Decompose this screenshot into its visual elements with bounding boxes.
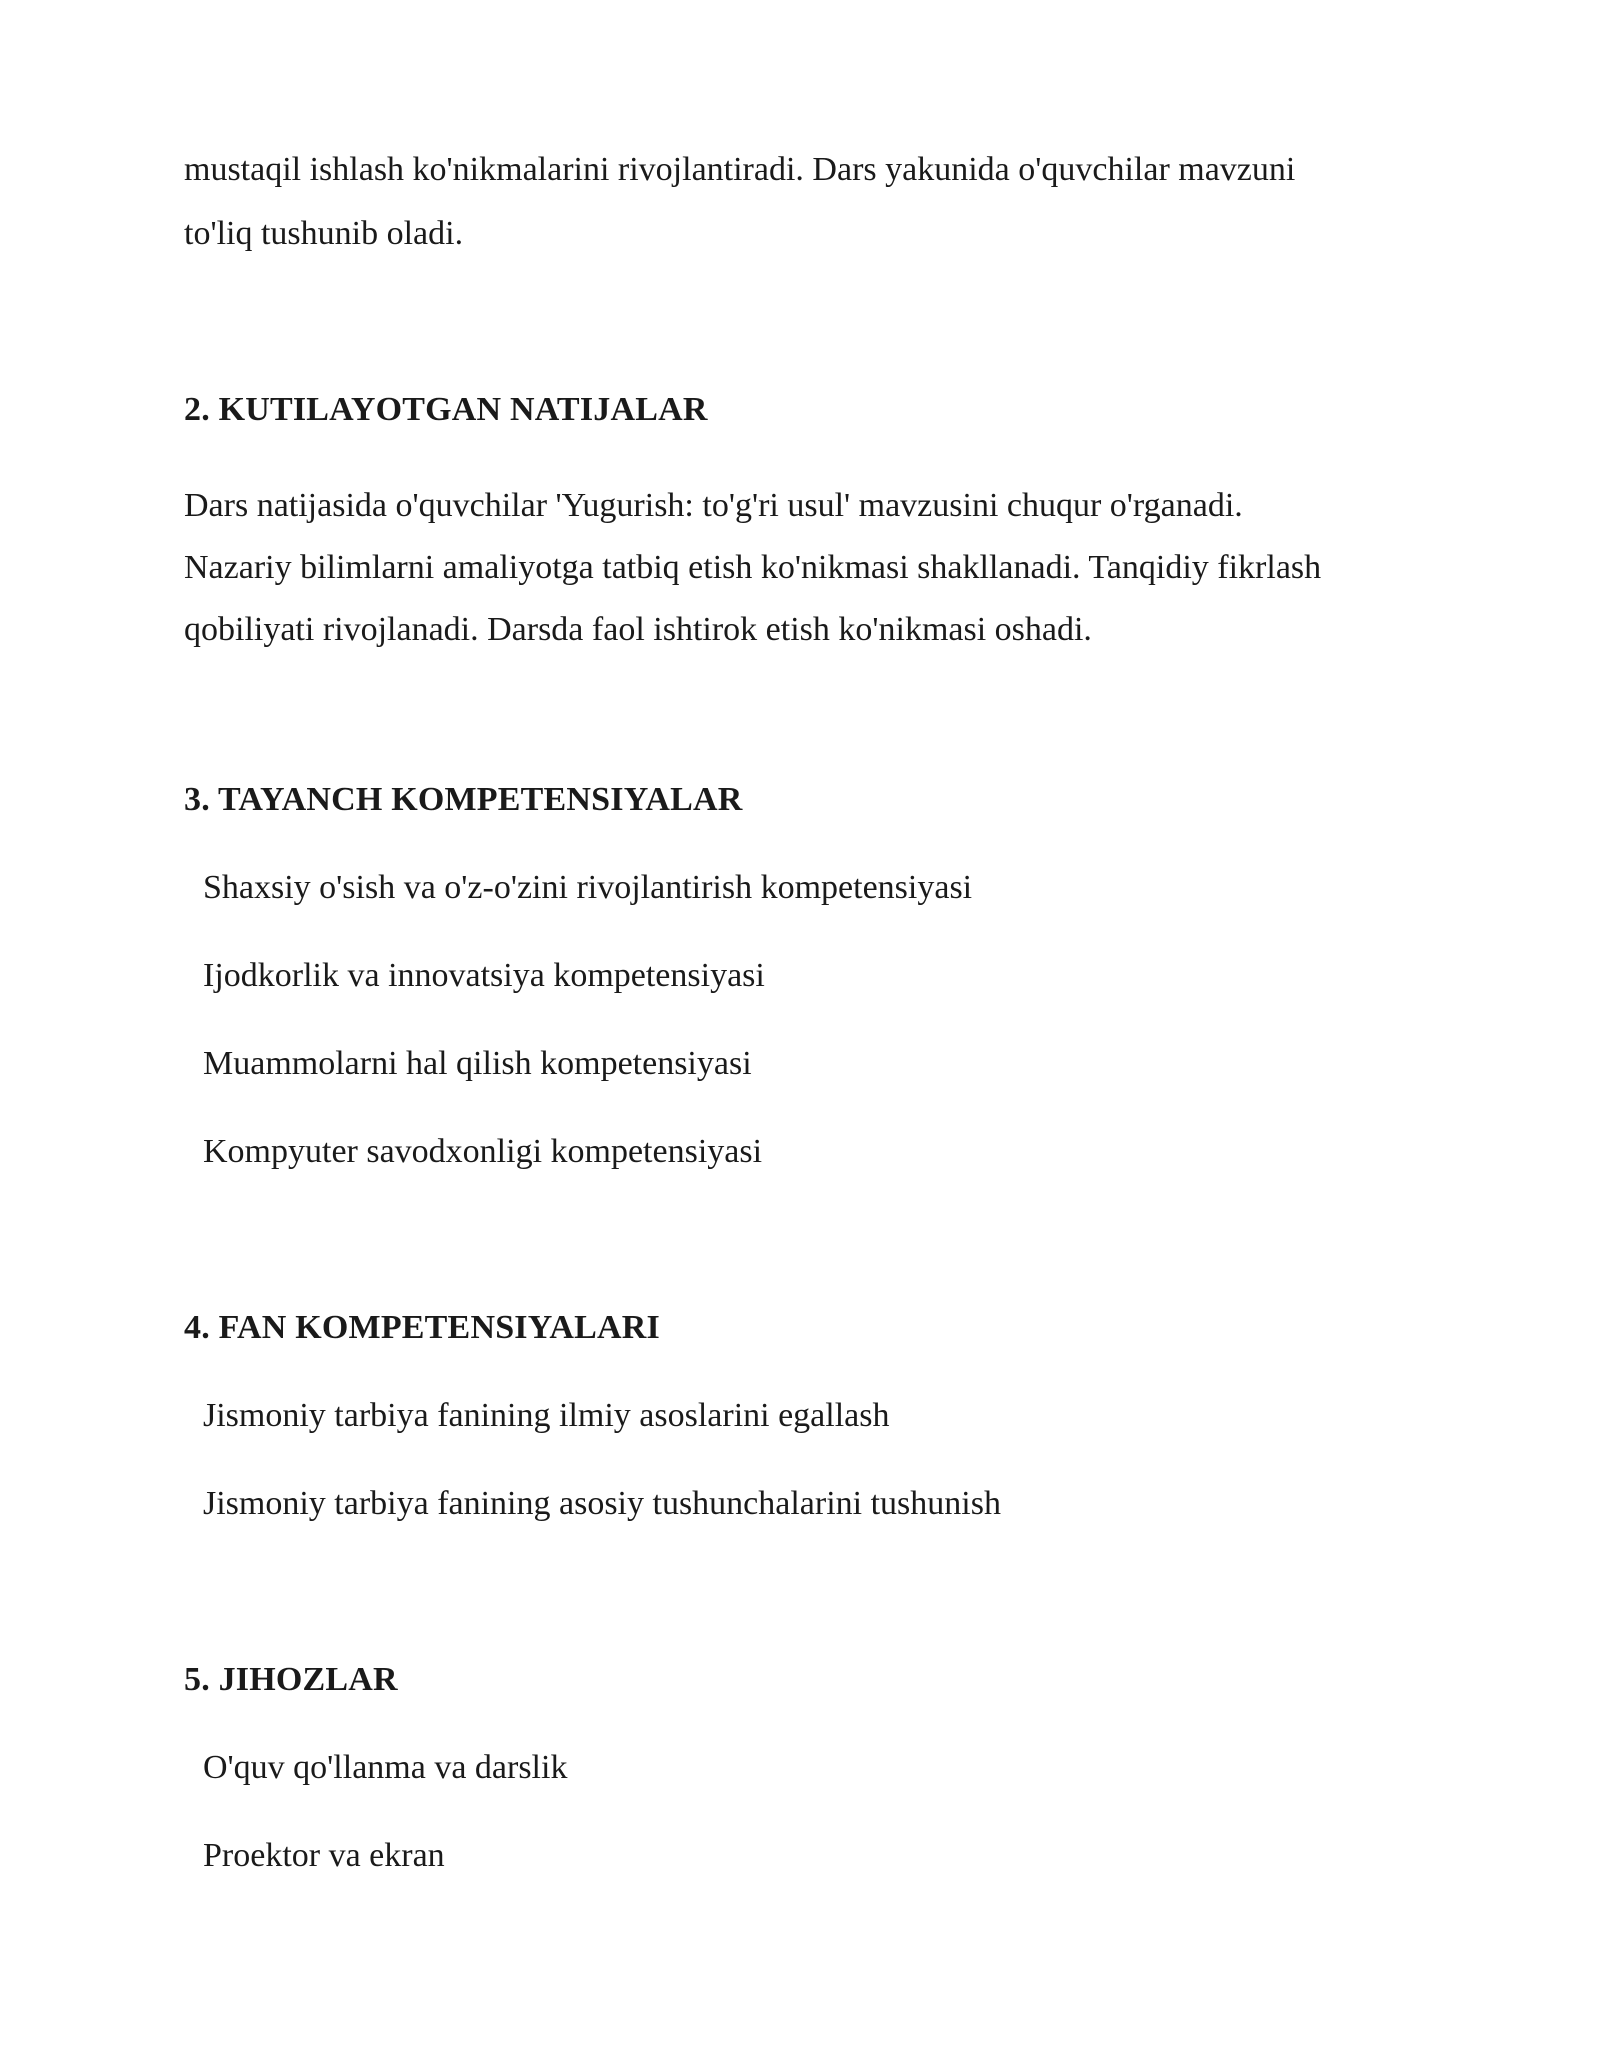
list-item: Jismoniy tarbiya fanining asosiy tushunchalarini tushunish	[203, 1485, 1001, 1522]
list-item: Jismoniy tarbiya fanining ilmiy asoslarini egallash	[203, 1397, 890, 1434]
natijalar-line-1: Dars natijasida o'quvchilar 'Yugurish: to'g'ri usul' mavzusini chuqur o'rganadi.	[184, 487, 1243, 524]
list-item: Muammolarni hal qilish kompetensiyasi	[203, 1045, 752, 1082]
list-item: O'quv qo'llanma va darslik	[203, 1749, 568, 1786]
intro-line-1: mustaqil ishlash ko'nikmalarini rivojlantiradi. Dars yakunida o'quvchilar mavzuni	[184, 151, 1296, 188]
list-item: Ijodkorlik va innovatsiya kompetensiyasi	[203, 957, 765, 994]
section-heading-natijalar: 2. KUTILAYOTGAN NATIJALAR	[184, 391, 708, 428]
section-heading-tayanch: 3. TAYANCH KOMPETENSIYALAR	[184, 781, 743, 818]
intro-line-2: to'liq tushunib oladi.	[184, 215, 464, 252]
natijalar-line-3: qobiliyati rivojlanadi. Darsda faol ishtirok etish ko'nikmasi oshadi.	[184, 611, 1092, 648]
list-item: Kompyuter savodxonligi kompetensiyasi	[203, 1133, 763, 1170]
section-heading-jihozlar: 5. JIHOZLAR	[184, 1661, 398, 1698]
list-item: Shaxsiy o'sish va o'z-o'zini rivojlantirish kompetensiyasi	[203, 869, 973, 906]
section-heading-fan: 4. FAN KOMPETENSIYALARI	[184, 1309, 660, 1346]
natijalar-line-2: Nazariy bilimlarni amaliyotga tatbiq etish ko'nikmasi shakllanadi. Tanqidiy fikrlash	[184, 549, 1322, 586]
list-item: Proektor va ekran	[203, 1837, 445, 1874]
